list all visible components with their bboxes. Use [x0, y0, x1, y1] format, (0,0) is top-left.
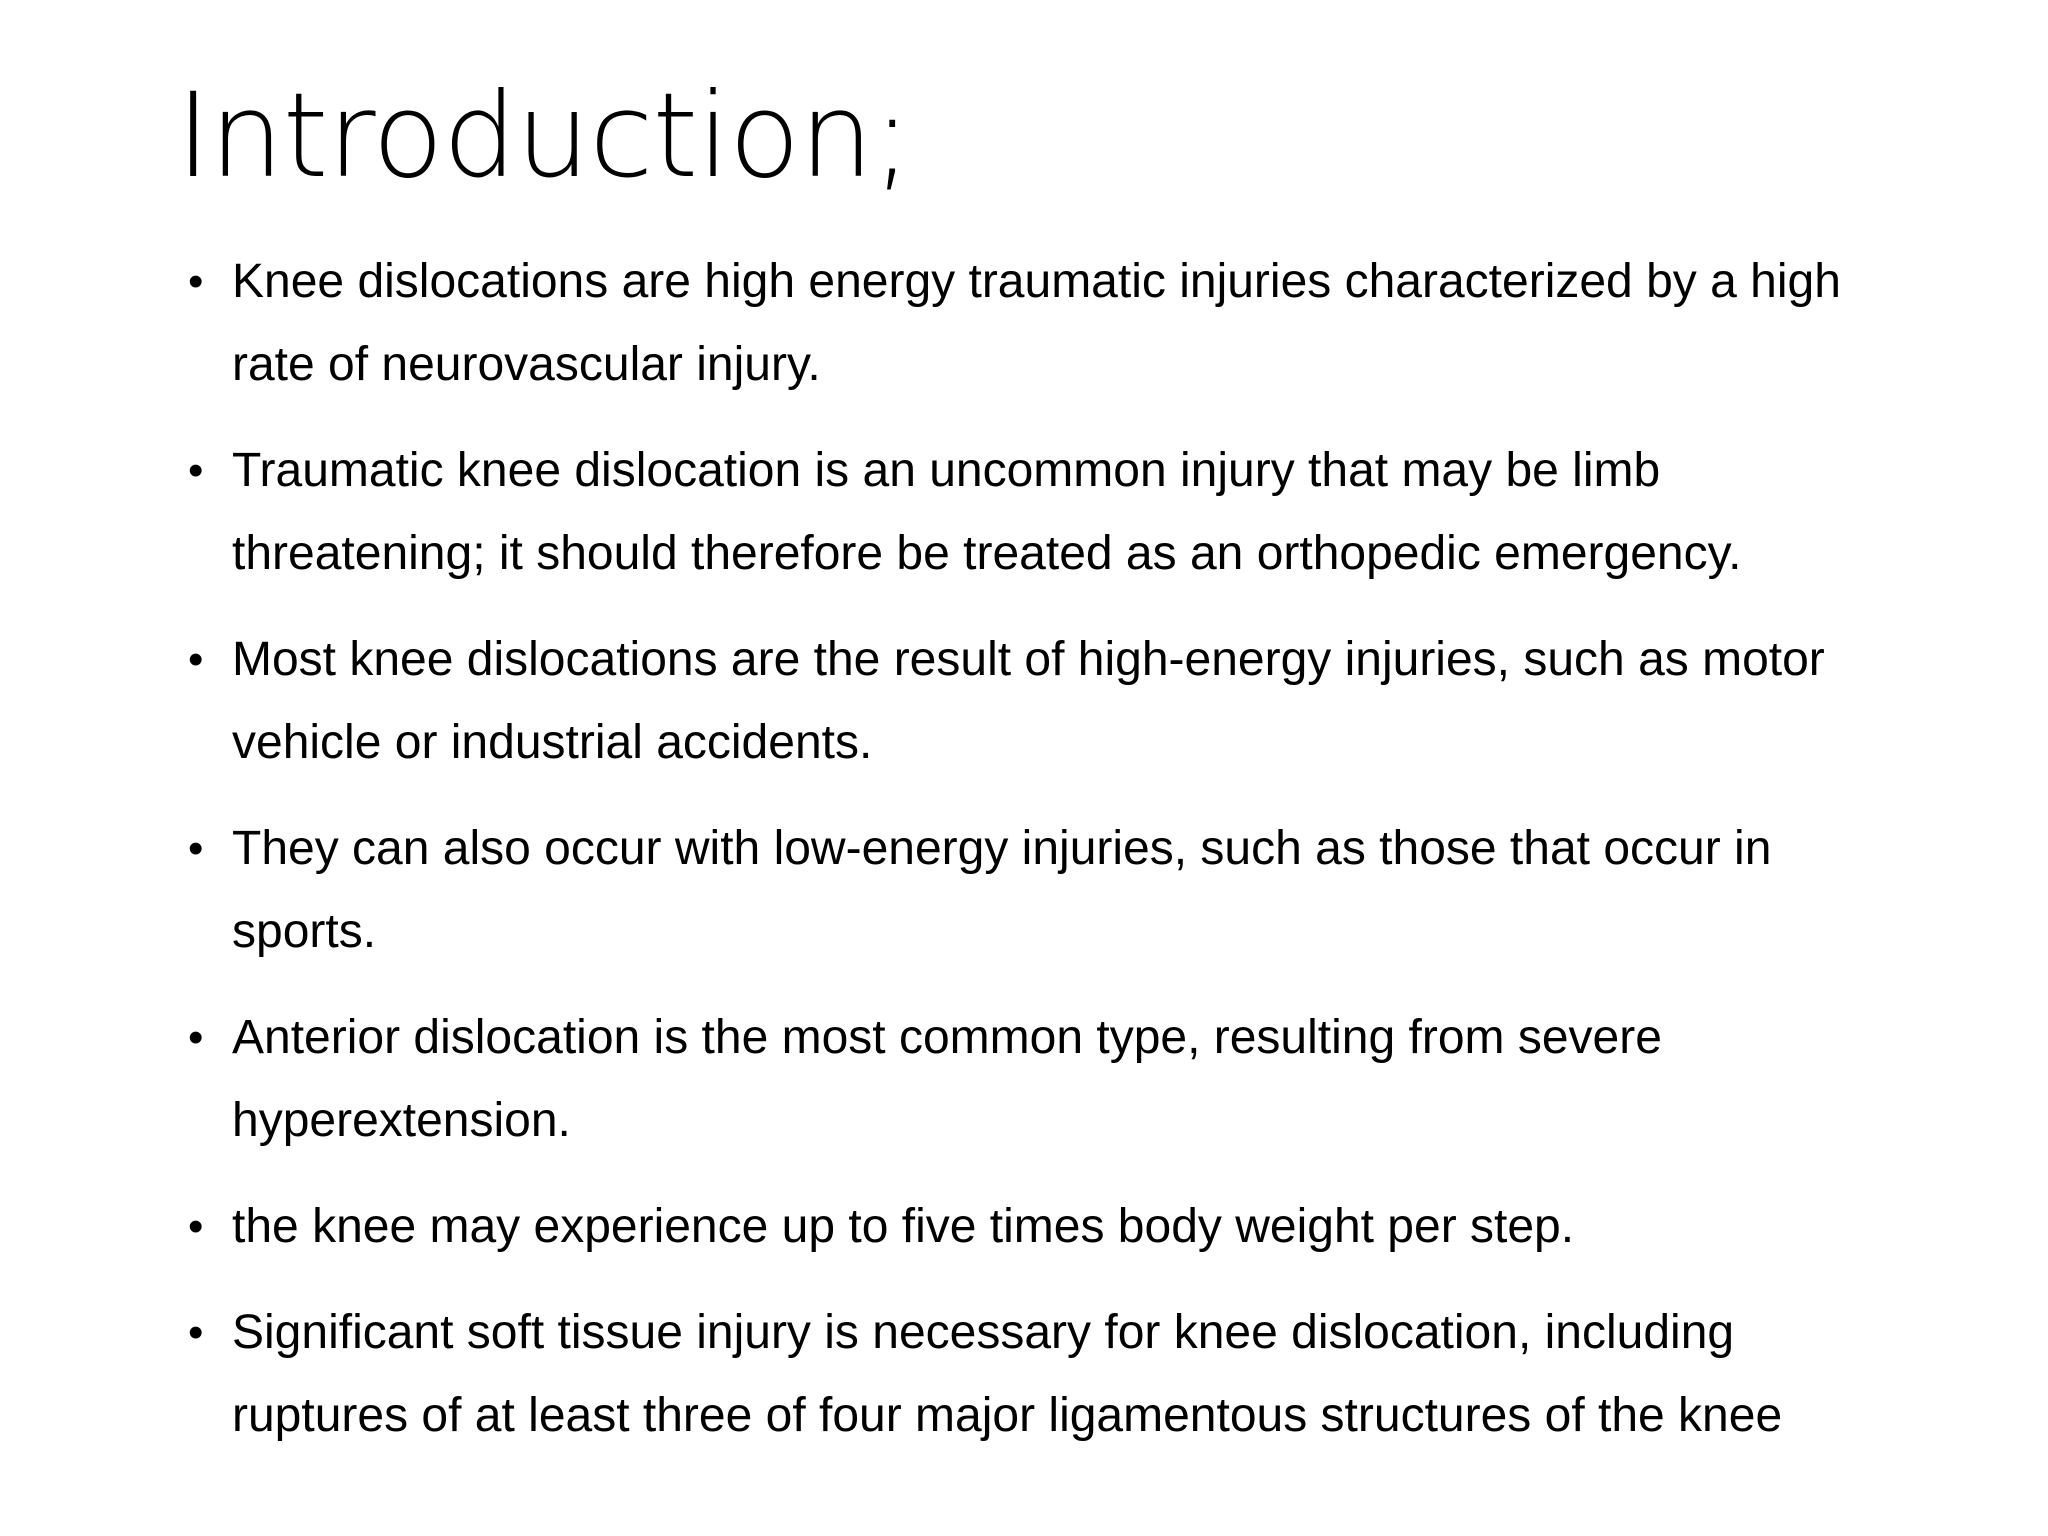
bullet-text: Knee dislocations are high energy traumatic injuries characterized by a high rate of neurovascular injury.	[232, 255, 1841, 391]
bullet-item	[176, 429, 2016, 595]
bullet-text: Most knee dislocations are the result of high-energy injuries, such as motor vehicle or industrial accidents.	[232, 633, 1825, 769]
bullet-text: They can also occur with low-energy injuries, such as those that occur in sports.	[232, 822, 1772, 958]
bullet-item	[176, 996, 2016, 1162]
bullet-text: Significant soft tissue injury is necessary for knee dislocation, including ruptures of at least three of four major ligamentous structures of the knee	[232, 1306, 1783, 1442]
bullet-text: Traumatic knee dislocation is an uncommon injury that may be limb threatening; it should therefore be treated as an orthopedic emergency.	[232, 444, 1742, 580]
bullet-icon: •	[188, 257, 204, 306]
bullet-icon: •	[188, 635, 204, 684]
bullet-icon: •	[188, 1202, 204, 1251]
bullet-text: Anterior dislocation is the most common type, resulting from severe hyperextension.	[232, 1011, 1662, 1147]
bullet-item	[176, 1291, 2016, 1457]
bullet-item	[176, 618, 2016, 784]
bullet-icon: •	[188, 446, 204, 495]
bullet-item	[176, 1185, 2016, 1268]
bullet-item	[176, 807, 2016, 973]
bullet-icon: •	[188, 1308, 204, 1357]
bullet-icon: •	[188, 824, 204, 873]
bullet-icon: •	[188, 1013, 204, 1062]
bullet-list	[176, 240, 2016, 1480]
slide-title: Introduction;	[176, 67, 911, 204]
bullet-text: the knee may experience up to five times body weight per step.	[232, 1200, 1575, 1253]
bullet-item	[176, 240, 2016, 406]
